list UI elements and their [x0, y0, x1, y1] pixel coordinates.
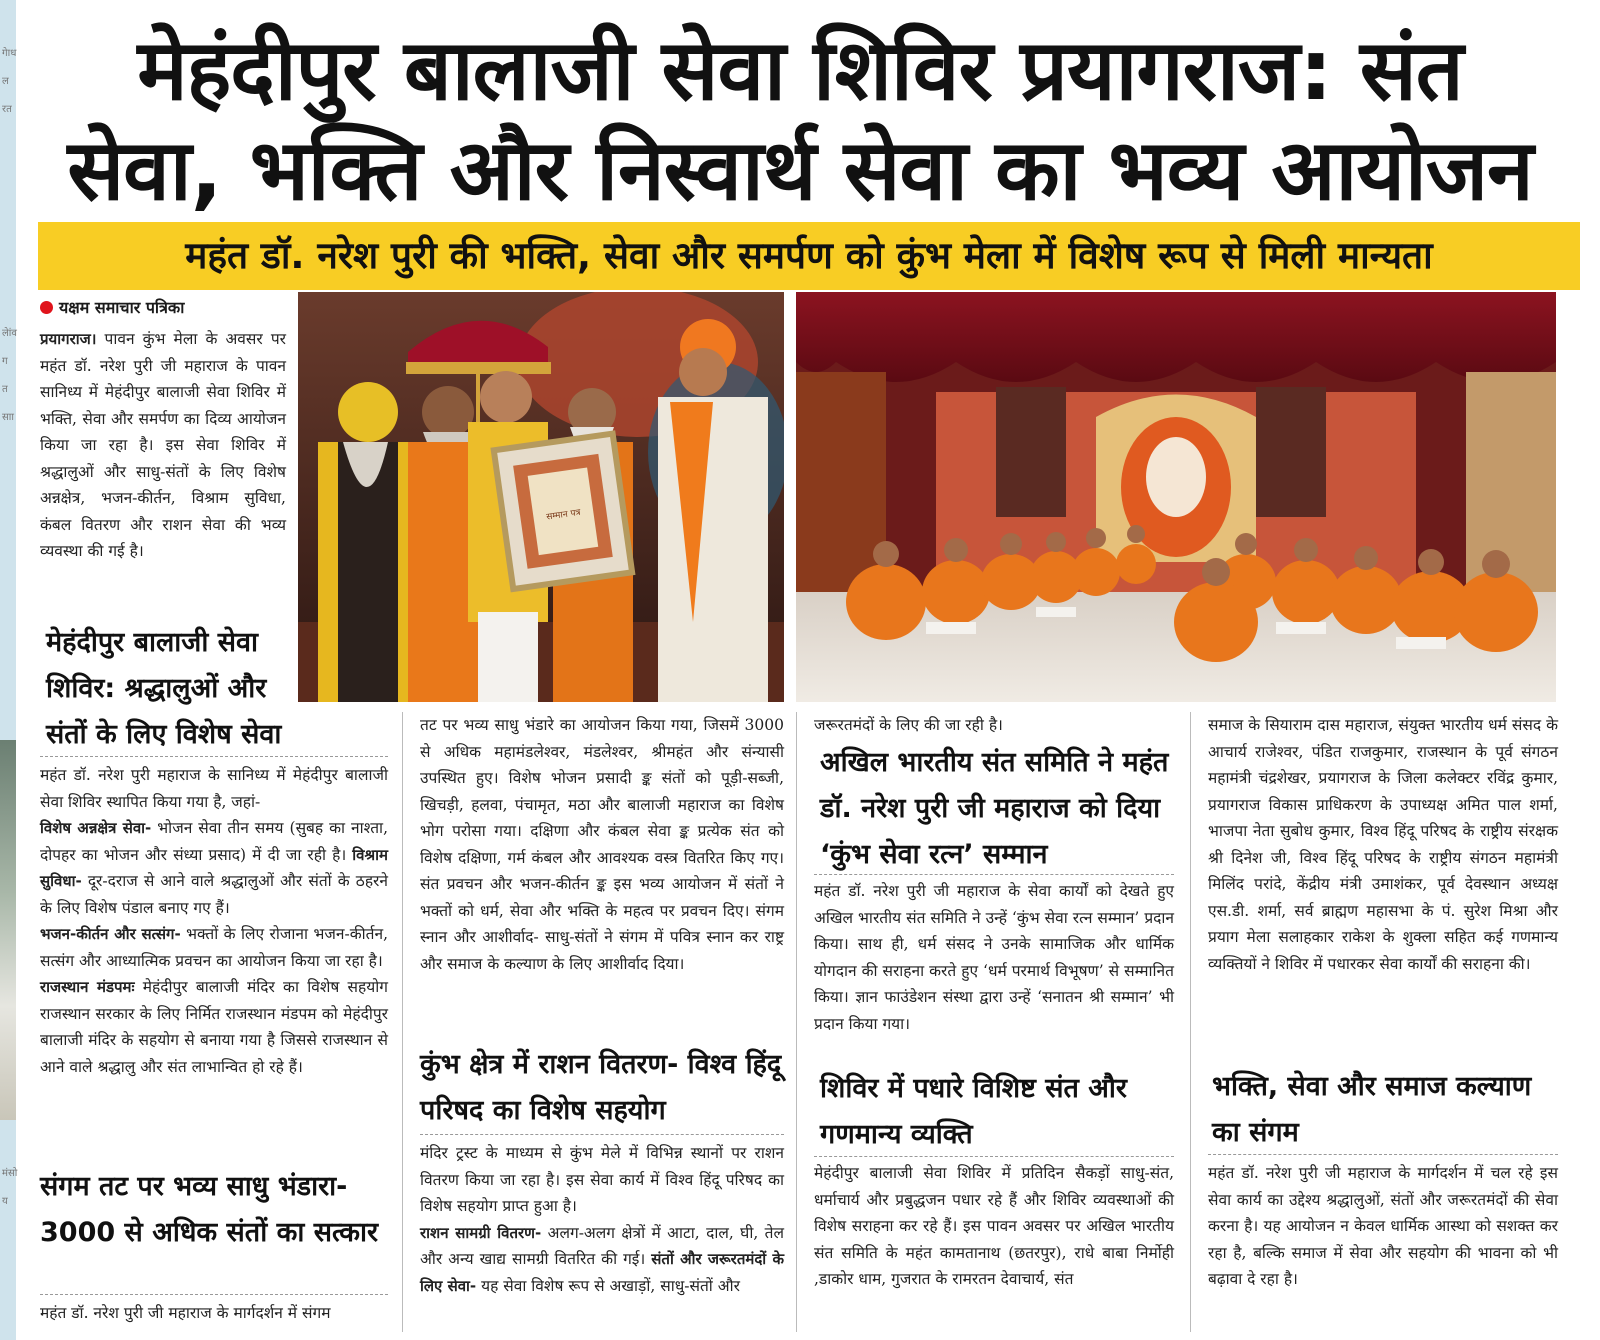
headline-line-1: मेहंदीपुर बालाजी सेवा शिविर प्रयागराज: संत	[137, 21, 1463, 119]
certificate-label: सम्मान पत्र	[545, 507, 582, 523]
source-credit	[40, 296, 184, 318]
sant-gathering-photo	[796, 292, 1556, 702]
edge-text-bottom: मंसोय	[2, 1168, 18, 1207]
col1-p3: भक्तों के लिए रोजाना भजन-कीर्तन, सत्संग और आध्यात्मिक प्रवचन का आयोजन किया जा रहा है।	[40, 925, 389, 970]
col3-p1: जरूरतमंदों के लिए की जा रही है।	[814, 716, 1003, 734]
column-divider-2	[796, 712, 797, 1332]
col1-subhead-2: संगम तट पर भव्य साधु भंडारा- 3000 से अधिक संतों का सत्कार	[40, 1171, 379, 1248]
col1-p2b: दूर-दराज से आने वाले श्रद्धालुओं और संतों के ठहरने के लिए विशेष पंडाल बनाए गए हैं।	[40, 872, 388, 917]
col1-body	[40, 762, 388, 1080]
col2-subhead: कुंभ क्षेत्र में राशन वितरण- विश्व हिंदू परिषद का विशेष सहयोग	[420, 1049, 782, 1126]
felicitation-photo-art	[298, 292, 784, 702]
col1-intro	[40, 326, 286, 565]
col3-p3: मेहंदीपुर बालाजी सेवा शिविर में प्रतिदिन सैकड़ों साधु-संत, धर्माचार्य और प्रबुद्धजन पधार रहे हैं और शिविर व्यवस्थाओं की विशेष सराहना कर रहे हैं। इस पावन अवसर पर अखिल भारतीय संत समिति के महंत कामतानाथ (छतरपुर), राधे बाबा निर्मोही ,डाकोर धाम, गुजरात के रामरतन देवाचार्य, संत	[814, 1164, 1174, 1288]
col1-p2b-lead: विश्राम सुविधा-	[40, 845, 388, 890]
col1-p4-lead: राजस्थान मंडपमः	[40, 978, 135, 996]
col2-p3b-lead: संतों और जरूरतमंदों के लिए सेवा-	[420, 1250, 784, 1295]
col1-p1: महंत डॉ. नरेश पुरी महाराज के सानिध्य में मेहंदीपुर बालाजी सेवा शिविर स्थापित किया गया है, जहां-	[40, 766, 388, 811]
col4-p2: महंत डॉ. नरेश पुरी जी महाराज के मार्गदर्शन में चल रहे इस सेवा कार्य का उद्देश्य श्रद्धालुओं, संतों और जरूरतमंदों की सेवा करना है। यह आयोजन न केवल धार्मिक आस्था को सशक्त कर रहा है, बल्कि समाज में सेवा और सहयोग की भावना को भी बढ़ावा दे रहा है।	[1208, 1164, 1558, 1288]
col4-p1: समाज के सियाराम दास महाराज, संयुक्त भारतीय धर्म संसद के आचार्य राजेश्वर, पंडित राजकुमार, राजस्थान के पूर्व संगठन महामंत्री चंद्रशेखर, प्रयागराज के जिला कलेक्टर रविंद्र कुमार, प्रयागराज विकास प्राधिकरण के उपाध्यक्ष अमित पाल शर्मा, भाजपा नेता सुबोध कुमार, विश्व हिंदू परिषद के राष्ट्रीय संरक्षक श्री दिनेश जी, विश्व हिंदू परिषद के राष्ट्रीय संगठन महामंत्री मिलिंद परांदे, केंद्रीय मंत्री उमाशंकर, पूर्व देवस्थान अध्यक्ष एस.डी. शर्मा, सर्व ब्राह्मण महासभा के पं. सुरेश मिश्रा और प्रयाग मेला सलाहकार राकेश के शुक्ला सहित कई गणमान्य व्यक्तियों ने शिविर में पधारकर सेवा कार्यों की सराहना की।	[1208, 716, 1558, 973]
col3-rule-1	[814, 874, 1174, 875]
col2-p3b: यह सेवा विशेष रूप से अखाड़ों, साधु-संतों और	[476, 1276, 740, 1295]
col1-p5: महंत डॉ. नरेश पुरी जी महाराज के मार्गदर्शन में संगम	[40, 1304, 331, 1322]
col1-p2: भोजन सेवा तीन समय (सुबह का नाश्ता, दोपहर का भोजन और संध्या प्रसाद) में दी जा रही है।	[40, 819, 388, 864]
red-dot-icon	[40, 301, 53, 314]
dateline: प्रयागराज।	[40, 330, 97, 348]
col3-subhead-1: अखिल भारतीय संत समिति ने महंत डॉ. नरेश पुरी जी महाराज को दिया ‘कुंभ सेवा रत्न’ सम्मान	[820, 747, 1169, 870]
col2-p1: तट पर भव्य साधु भंडारे का आयोजन किया गया, जिसमें 3000 से अधिक महामंडलेश्वर, मंडलेश्वर, श्रीमहंत और संन्यासी उपस्थित हुए। विशेष भोजन प्रसादी ङ्क संतों को पूड़ी-सब्जी, खिचड़ी, हलवा, पंचामृत, मठा और बालाजी महाराज का विशेष भोग परोसा गया। दक्षिणा और कंबल सेवा ङ्क प्रत्येक संत को विशेष दक्षिणा, गर्म कंबल और आवश्यक वस्त्र वितरित किए गए। संत प्रवचन और भजन-कीर्तन ङ्क इस भव्य आयोजन में संतों ने भक्तों को धर्म, सेवा और भक्ति के महत्व पर प्रवचन दिए। संगम स्नान और आशीर्वाद- साधु-संतों ने संगम में पवित्र स्नान कर राष्ट्र और समाज के कल्याण के लिए आशीर्वाद दिया।	[420, 716, 784, 973]
col4-subhead: भक्ति, सेवा और समाज कल्याण का संगम	[1212, 1071, 1532, 1148]
subheadline-banner: महंत डॉ. नरेश पुरी की भक्ति, सेवा और समर्पण को कुंभ मेला में विशेष रूप से मिली मान्यता	[38, 222, 1580, 290]
adjacent-page-edge	[0, 0, 16, 1340]
col1-p2-lead: विशेष अन्नक्षेत्र सेवा-	[40, 819, 152, 837]
col2-rule	[420, 1134, 784, 1135]
col2-body	[420, 1140, 784, 1299]
sant-gathering-photo-art	[796, 292, 1556, 702]
col2-p3: अलग-अलग क्षेत्रों में आटा, दाल, घी, तेल और अन्य खाद्य सामग्री वितरित की गई।	[420, 1223, 784, 1268]
edge-photo-fragment	[0, 740, 16, 1120]
felicitation-photo	[298, 292, 784, 702]
col1-subhead-1: मेहंदीपुर बालाजी सेवा शिविर: श्रद्धालुओं और संतों के लिए विशेष सेवा	[46, 627, 282, 750]
col1-rule-1	[40, 756, 388, 757]
edge-text-top: गेाधलरत	[2, 48, 17, 115]
col3-rule-2	[814, 1156, 1174, 1157]
col4-rule	[1208, 1154, 1558, 1155]
column-divider-1	[402, 712, 403, 1332]
col3-subhead-2: शिविर में पधारे विशिष्ट संत और गणमान्य व्यक्ति	[820, 1073, 1127, 1150]
column-divider-3	[1190, 712, 1191, 1332]
edge-text-middle: लेांवगतसाा	[2, 328, 17, 423]
col1-p3-lead: भजन-कीर्तन और सत्संग-	[40, 925, 181, 943]
source-name: यक्षम समाचार पत्रिका	[59, 298, 185, 317]
col3-p2: महंत डॉ. नरेश पुरी जी महाराज के सेवा कार्यों को देखते हुए अखिल भारतीय संत समिति ने उन्हें ‘कुंभ सेवा रत्न सम्मान’ प्रदान किया। साथ ही, धर्म संसद ने उनके सामाजिक और धार्मिक योगदान की सराहना करते हुए ‘धर्म परमार्थ विभूषण’ से सम्मानित किया। ज्ञान फाउंडेशन संस्था द्वारा उन्हें ‘सनातन श्री सम्मान’ भी प्रदान किया गया।	[814, 882, 1174, 1033]
col1-intro-text: पावन कुंभ मेला के अवसर पर महंत डॉ. नरेश पुरी जी महाराज के पावन सानिध्य में मेहंदीपुर बालाजी सेवा शिविर में भक्ति, सेवा और समर्पण का दिव्य आयोजन किया जा रहा है। इस सेवा शिविर में श्रद्धालुओं और साधु-संतों के लिए विशेष अन्नक्षेत्र, भजन-कीर्तन, विश्राम सुविधा, कंबल वितरण और राशन सेवा की भव्य व्यवस्था की गई है।	[40, 330, 286, 560]
headline-line-2: सेवा, भक्ति और निस्वार्थ सेवा का भव्य आयोजन	[67, 121, 1533, 219]
col2-p3-lead: राशन सामग्री वितरण-	[420, 1223, 542, 1242]
col1-rule-2	[40, 1294, 388, 1295]
col1-p4: मेहंदीपुर बालाजी मंदिर का विशेष सहयोग राजस्थान सरकार के लिए निर्मित राजस्थान मंडपम को मेहंदीपुर बालाजी मंदिर के सहयोग से बनाया गया है जिससे राजस्थान से आने वाले श्रद्धालु और संत लाभान्वित हो रहे हैं।	[40, 978, 388, 1076]
col2-p2: मंदिर ट्रस्ट के माध्यम से कुंभ मेले में विभिन्न स्थानों पर राशन वितरण किया जा रहा है। इस सेवा कार्य में विश्व हिंदू परिषद का विशेष सहयोग प्राप्त हुआ है।	[420, 1144, 784, 1215]
